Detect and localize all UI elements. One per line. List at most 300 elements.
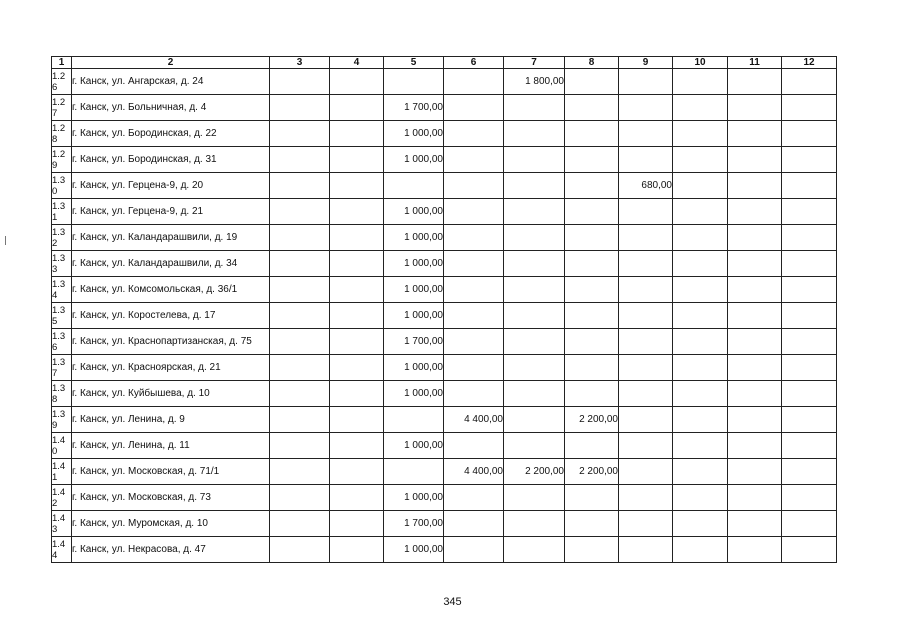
value-cell-col4 bbox=[330, 225, 384, 251]
value-cell-col3 bbox=[270, 511, 330, 537]
value-cell-col10 bbox=[673, 225, 728, 251]
value-cell-col12 bbox=[782, 121, 837, 147]
row-number-part1: 1.3 bbox=[52, 356, 66, 368]
address-cell: г. Канск, ул. Ангарская, д. 24 bbox=[72, 69, 270, 95]
value-cell-col3 bbox=[270, 381, 330, 407]
value-cell-col3 bbox=[270, 95, 330, 121]
data-table bbox=[51, 56, 837, 563]
value-cell-col5: 1 000,00 bbox=[384, 485, 444, 511]
table-row bbox=[52, 225, 837, 251]
table-row bbox=[52, 355, 837, 381]
row-number bbox=[52, 511, 72, 537]
row-number bbox=[52, 251, 72, 277]
value-cell-col9 bbox=[619, 95, 673, 121]
value-cell-col11 bbox=[728, 121, 782, 147]
value-cell-col8 bbox=[565, 355, 619, 381]
table-row bbox=[52, 147, 837, 173]
row-number-part1: 1.3 bbox=[52, 408, 66, 420]
value-cell-col8 bbox=[565, 121, 619, 147]
value-cell-col5: 1 000,00 bbox=[384, 303, 444, 329]
table-row bbox=[52, 537, 837, 563]
value-cell-col6 bbox=[444, 173, 504, 199]
value-cell-col6: 4 400,00 bbox=[444, 459, 504, 485]
value-cell-col9 bbox=[619, 329, 673, 355]
value-cell-col11 bbox=[728, 303, 782, 329]
value-cell-col12 bbox=[782, 355, 837, 381]
row-number-part2: 2 bbox=[52, 237, 58, 249]
row-number-part2: 8 bbox=[52, 133, 58, 145]
value-cell-col8 bbox=[565, 95, 619, 121]
value-cell-col10 bbox=[673, 433, 728, 459]
column-header-10: 10 bbox=[673, 57, 728, 69]
row-number-part2: 1 bbox=[52, 211, 58, 223]
value-cell-col8 bbox=[565, 381, 619, 407]
value-cell-col12 bbox=[782, 303, 837, 329]
column-header-1: 1 bbox=[52, 57, 72, 69]
value-cell-col11 bbox=[728, 173, 782, 199]
table-row bbox=[52, 459, 837, 485]
row-number-part2: 1 bbox=[52, 471, 58, 483]
value-cell-col10 bbox=[673, 381, 728, 407]
value-cell-col10 bbox=[673, 173, 728, 199]
value-cell-col10 bbox=[673, 95, 728, 121]
value-cell-col7 bbox=[504, 303, 565, 329]
value-cell-col3 bbox=[270, 199, 330, 225]
value-cell-col7 bbox=[504, 537, 565, 563]
row-number-part2: 8 bbox=[52, 393, 58, 405]
address-cell: г. Канск, ул. Каландарашвили, д. 34 bbox=[72, 251, 270, 277]
value-cell-col7 bbox=[504, 225, 565, 251]
column-header-6: 6 bbox=[444, 57, 504, 69]
value-cell-col8 bbox=[565, 277, 619, 303]
table-row bbox=[52, 329, 837, 355]
value-cell-col7 bbox=[504, 277, 565, 303]
value-cell-col8 bbox=[565, 69, 619, 95]
value-cell-col10 bbox=[673, 251, 728, 277]
value-cell-col3 bbox=[270, 537, 330, 563]
row-number bbox=[52, 95, 72, 121]
value-cell-col8 bbox=[565, 199, 619, 225]
value-cell-col4 bbox=[330, 511, 384, 537]
value-cell-col6 bbox=[444, 69, 504, 95]
row-number-part2: 6 bbox=[52, 81, 58, 93]
value-cell-col4 bbox=[330, 199, 384, 225]
value-cell-col6 bbox=[444, 277, 504, 303]
address-cell: г. Канск, ул. Московская, д. 71/1 bbox=[72, 459, 270, 485]
value-cell-col5: 1 000,00 bbox=[384, 121, 444, 147]
value-cell-col10 bbox=[673, 537, 728, 563]
value-cell-col8 bbox=[565, 225, 619, 251]
value-cell-col4 bbox=[330, 459, 384, 485]
value-cell-col11 bbox=[728, 407, 782, 433]
value-cell-col8: 2 200,00 bbox=[565, 459, 619, 485]
value-cell-col5: 1 700,00 bbox=[384, 95, 444, 121]
scan-mark bbox=[5, 236, 6, 245]
row-number bbox=[52, 225, 72, 251]
value-cell-col10 bbox=[673, 147, 728, 173]
row-number bbox=[52, 199, 72, 225]
value-cell-col5: 1 000,00 bbox=[384, 433, 444, 459]
table-row bbox=[52, 407, 837, 433]
value-cell-col5 bbox=[384, 173, 444, 199]
value-cell-col9: 680,00 bbox=[619, 173, 673, 199]
value-cell-col12 bbox=[782, 407, 837, 433]
address-cell: г. Канск, ул. Красноярская, д. 21 bbox=[72, 355, 270, 381]
table-row bbox=[52, 251, 837, 277]
value-cell-col3 bbox=[270, 303, 330, 329]
value-cell-col7 bbox=[504, 147, 565, 173]
value-cell-col9 bbox=[619, 355, 673, 381]
value-cell-col12 bbox=[782, 225, 837, 251]
row-number-part1: 1.2 bbox=[52, 148, 66, 160]
row-number bbox=[52, 407, 72, 433]
value-cell-col11 bbox=[728, 381, 782, 407]
value-cell-col8 bbox=[565, 329, 619, 355]
value-cell-col6 bbox=[444, 537, 504, 563]
row-number bbox=[52, 537, 72, 563]
value-cell-col7 bbox=[504, 485, 565, 511]
row-number-part1: 1.3 bbox=[52, 200, 66, 212]
page-number: 345 bbox=[443, 596, 462, 608]
value-cell-col3 bbox=[270, 433, 330, 459]
value-cell-col11 bbox=[728, 199, 782, 225]
row-number bbox=[52, 433, 72, 459]
header-row bbox=[52, 57, 837, 69]
row-number bbox=[52, 381, 72, 407]
value-cell-col9 bbox=[619, 277, 673, 303]
value-cell-col7 bbox=[504, 355, 565, 381]
value-cell-col7 bbox=[504, 511, 565, 537]
value-cell-col6 bbox=[444, 329, 504, 355]
value-cell-col7: 2 200,00 bbox=[504, 459, 565, 485]
address-cell: г. Канск, ул. Куйбышева, д. 10 bbox=[72, 381, 270, 407]
row-number bbox=[52, 69, 72, 95]
value-cell-col5: 1 000,00 bbox=[384, 277, 444, 303]
value-cell-col8 bbox=[565, 303, 619, 329]
value-cell-col11 bbox=[728, 69, 782, 95]
address-cell: г. Канск, ул. Каландарашвили, д. 19 bbox=[72, 225, 270, 251]
value-cell-col4 bbox=[330, 485, 384, 511]
value-cell-col4 bbox=[330, 251, 384, 277]
value-cell-col3 bbox=[270, 173, 330, 199]
value-cell-col4 bbox=[330, 303, 384, 329]
value-cell-col4 bbox=[330, 147, 384, 173]
value-cell-col11 bbox=[728, 329, 782, 355]
column-header-11: 11 bbox=[728, 57, 782, 69]
table-row bbox=[52, 433, 837, 459]
value-cell-col4 bbox=[330, 381, 384, 407]
value-cell-col3 bbox=[270, 485, 330, 511]
address-cell: г. Канск, ул. Некрасова, д. 47 bbox=[72, 537, 270, 563]
value-cell-col6 bbox=[444, 433, 504, 459]
row-number-part1: 1.2 bbox=[52, 70, 66, 82]
value-cell-col12 bbox=[782, 277, 837, 303]
address-cell: г. Канск, ул. Ленина, д. 9 bbox=[72, 407, 270, 433]
column-header-5: 5 bbox=[384, 57, 444, 69]
table-row bbox=[52, 69, 837, 95]
value-cell-col12 bbox=[782, 147, 837, 173]
value-cell-col10 bbox=[673, 459, 728, 485]
value-cell-col6 bbox=[444, 121, 504, 147]
value-cell-col5: 1 000,00 bbox=[384, 225, 444, 251]
table-row bbox=[52, 121, 837, 147]
value-cell-col9 bbox=[619, 381, 673, 407]
row-number bbox=[52, 329, 72, 355]
value-cell-col7 bbox=[504, 381, 565, 407]
row-number-part2: 9 bbox=[52, 419, 58, 431]
row-number-part1: 1.2 bbox=[52, 122, 66, 134]
row-number-part1: 1.3 bbox=[52, 382, 66, 394]
address-cell: г. Канск, ул. Бородинская, д. 22 bbox=[72, 121, 270, 147]
value-cell-col4 bbox=[330, 407, 384, 433]
value-cell-col12 bbox=[782, 381, 837, 407]
row-number-part1: 1.3 bbox=[52, 226, 66, 238]
value-cell-col3 bbox=[270, 459, 330, 485]
table-row bbox=[52, 381, 837, 407]
value-cell-col9 bbox=[619, 199, 673, 225]
value-cell-col10 bbox=[673, 69, 728, 95]
row-number-part2: 7 bbox=[52, 367, 58, 379]
table-row bbox=[52, 303, 837, 329]
value-cell-col9 bbox=[619, 433, 673, 459]
value-cell-col10 bbox=[673, 355, 728, 381]
address-cell: г. Канск, ул. Муромская, д. 10 bbox=[72, 511, 270, 537]
row-number bbox=[52, 355, 72, 381]
value-cell-col6 bbox=[444, 251, 504, 277]
value-cell-col11 bbox=[728, 355, 782, 381]
value-cell-col5 bbox=[384, 69, 444, 95]
value-cell-col3 bbox=[270, 277, 330, 303]
value-cell-col4 bbox=[330, 537, 384, 563]
value-cell-col7 bbox=[504, 407, 565, 433]
row-number-part1: 1.4 bbox=[52, 434, 66, 446]
value-cell-col5: 1 700,00 bbox=[384, 329, 444, 355]
value-cell-col11 bbox=[728, 225, 782, 251]
row-number-part2: 3 bbox=[52, 263, 58, 275]
value-cell-col12 bbox=[782, 329, 837, 355]
value-cell-col8 bbox=[565, 173, 619, 199]
row-number bbox=[52, 303, 72, 329]
value-cell-col7 bbox=[504, 173, 565, 199]
address-cell: г. Канск, ул. Московская, д. 73 bbox=[72, 485, 270, 511]
column-header-8: 8 bbox=[565, 57, 619, 69]
row-number bbox=[52, 485, 72, 511]
value-cell-col4 bbox=[330, 329, 384, 355]
row-number-part2: 0 bbox=[52, 445, 58, 457]
value-cell-col3 bbox=[270, 121, 330, 147]
value-cell-col12 bbox=[782, 173, 837, 199]
value-cell-col5: 1 000,00 bbox=[384, 147, 444, 173]
value-cell-col5: 1 000,00 bbox=[384, 537, 444, 563]
value-cell-col4 bbox=[330, 355, 384, 381]
value-cell-col4 bbox=[330, 173, 384, 199]
row-number-part1: 1.4 bbox=[52, 512, 66, 524]
row-number-part2: 4 bbox=[52, 549, 58, 561]
value-cell-col8 bbox=[565, 433, 619, 459]
address-cell: г. Канск, ул. Герцена-9, д. 20 bbox=[72, 173, 270, 199]
address-cell: г. Канск, ул. Комсомольская, д. 36/1 bbox=[72, 277, 270, 303]
value-cell-col12 bbox=[782, 95, 837, 121]
value-cell-col5 bbox=[384, 407, 444, 433]
value-cell-col10 bbox=[673, 485, 728, 511]
address-cell: г. Канск, ул. Больничная, д. 4 bbox=[72, 95, 270, 121]
row-number-part2: 9 bbox=[52, 159, 58, 171]
value-cell-col10 bbox=[673, 199, 728, 225]
value-cell-col11 bbox=[728, 95, 782, 121]
value-cell-col8 bbox=[565, 251, 619, 277]
row-number bbox=[52, 459, 72, 485]
value-cell-col4 bbox=[330, 277, 384, 303]
row-number-part2: 3 bbox=[52, 523, 58, 535]
value-cell-col9 bbox=[619, 147, 673, 173]
value-cell-col9 bbox=[619, 69, 673, 95]
value-cell-col6 bbox=[444, 95, 504, 121]
value-cell-col6 bbox=[444, 355, 504, 381]
row-number-part1: 1.3 bbox=[52, 330, 66, 342]
column-header-4: 4 bbox=[330, 57, 384, 69]
table-row bbox=[52, 511, 837, 537]
value-cell-col6 bbox=[444, 199, 504, 225]
value-cell-col3 bbox=[270, 147, 330, 173]
column-header-9: 9 bbox=[619, 57, 673, 69]
column-header-12: 12 bbox=[782, 57, 837, 69]
value-cell-col12 bbox=[782, 251, 837, 277]
value-cell-col7 bbox=[504, 329, 565, 355]
table-row bbox=[52, 199, 837, 225]
row-number bbox=[52, 277, 72, 303]
value-cell-col10 bbox=[673, 303, 728, 329]
row-number-part2: 7 bbox=[52, 107, 58, 119]
value-cell-col9 bbox=[619, 303, 673, 329]
value-cell-col6 bbox=[444, 225, 504, 251]
row-number-part1: 1.4 bbox=[52, 460, 66, 472]
value-cell-col7: 1 800,00 bbox=[504, 69, 565, 95]
value-cell-col6 bbox=[444, 303, 504, 329]
value-cell-col11 bbox=[728, 147, 782, 173]
value-cell-col12 bbox=[782, 511, 837, 537]
address-cell: г. Канск, ул. Ленина, д. 11 bbox=[72, 433, 270, 459]
value-cell-col3 bbox=[270, 407, 330, 433]
row-number-part1: 1.3 bbox=[52, 278, 66, 290]
value-cell-col8: 2 200,00 bbox=[565, 407, 619, 433]
value-cell-col3 bbox=[270, 69, 330, 95]
value-cell-col12 bbox=[782, 459, 837, 485]
row-number-part2: 0 bbox=[52, 185, 58, 197]
address-cell: г. Канск, ул. Герцена-9, д. 21 bbox=[72, 199, 270, 225]
value-cell-col9 bbox=[619, 537, 673, 563]
address-cell: г. Канск, ул. Коростелева, д. 17 bbox=[72, 303, 270, 329]
value-cell-col5: 1 000,00 bbox=[384, 381, 444, 407]
value-cell-col7 bbox=[504, 251, 565, 277]
value-cell-col6 bbox=[444, 511, 504, 537]
row-number-part2: 4 bbox=[52, 289, 58, 301]
row-number bbox=[52, 147, 72, 173]
value-cell-col6 bbox=[444, 147, 504, 173]
value-cell-col6 bbox=[444, 381, 504, 407]
row-number-part2: 5 bbox=[52, 315, 58, 327]
value-cell-col12 bbox=[782, 69, 837, 95]
value-cell-col8 bbox=[565, 147, 619, 173]
value-cell-col9 bbox=[619, 251, 673, 277]
value-cell-col11 bbox=[728, 459, 782, 485]
value-cell-col11 bbox=[728, 537, 782, 563]
value-cell-col3 bbox=[270, 251, 330, 277]
value-cell-col12 bbox=[782, 199, 837, 225]
value-cell-col9 bbox=[619, 511, 673, 537]
value-cell-col3 bbox=[270, 225, 330, 251]
value-cell-col9 bbox=[619, 225, 673, 251]
value-cell-col9 bbox=[619, 121, 673, 147]
value-cell-col5 bbox=[384, 459, 444, 485]
value-cell-col7 bbox=[504, 121, 565, 147]
value-cell-col5: 1 000,00 bbox=[384, 251, 444, 277]
value-cell-col6: 4 400,00 bbox=[444, 407, 504, 433]
value-cell-col8 bbox=[565, 511, 619, 537]
row-number-part1: 1.3 bbox=[52, 252, 66, 264]
value-cell-col4 bbox=[330, 433, 384, 459]
row-number-part1: 1.3 bbox=[52, 304, 66, 316]
value-cell-col8 bbox=[565, 485, 619, 511]
value-cell-col4 bbox=[330, 121, 384, 147]
value-cell-col7 bbox=[504, 433, 565, 459]
value-cell-col11 bbox=[728, 433, 782, 459]
value-cell-col3 bbox=[270, 355, 330, 381]
column-header-2: 2 bbox=[72, 57, 270, 69]
row-number bbox=[52, 173, 72, 199]
value-cell-col10 bbox=[673, 511, 728, 537]
row-number-part1: 1.2 bbox=[52, 96, 66, 108]
row-number-part2: 6 bbox=[52, 341, 58, 353]
value-cell-col11 bbox=[728, 485, 782, 511]
value-cell-col9 bbox=[619, 485, 673, 511]
value-cell-col9 bbox=[619, 459, 673, 485]
value-cell-col11 bbox=[728, 511, 782, 537]
value-cell-col12 bbox=[782, 537, 837, 563]
value-cell-col3 bbox=[270, 329, 330, 355]
value-cell-col4 bbox=[330, 95, 384, 121]
row-number-part1: 1.3 bbox=[52, 174, 66, 186]
value-cell-col4 bbox=[330, 69, 384, 95]
value-cell-col8 bbox=[565, 537, 619, 563]
table-row bbox=[52, 95, 837, 121]
value-cell-col12 bbox=[782, 485, 837, 511]
value-cell-col5: 1 700,00 bbox=[384, 511, 444, 537]
value-cell-col7 bbox=[504, 199, 565, 225]
value-cell-col7 bbox=[504, 95, 565, 121]
table-row bbox=[52, 173, 837, 199]
row-number-part2: 2 bbox=[52, 497, 58, 509]
row-number-part1: 1.4 bbox=[52, 486, 66, 498]
value-cell-col5: 1 000,00 bbox=[384, 199, 444, 225]
value-cell-col12 bbox=[782, 433, 837, 459]
row-number-part1: 1.4 bbox=[52, 538, 66, 550]
column-header-7: 7 bbox=[504, 57, 565, 69]
value-cell-col10 bbox=[673, 277, 728, 303]
value-cell-col10 bbox=[673, 407, 728, 433]
value-cell-col10 bbox=[673, 121, 728, 147]
table-row bbox=[52, 485, 837, 511]
column-header-3: 3 bbox=[270, 57, 330, 69]
value-cell-col11 bbox=[728, 277, 782, 303]
address-cell: г. Канск, ул. Бородинская, д. 31 bbox=[72, 147, 270, 173]
table-row bbox=[52, 277, 837, 303]
value-cell-col9 bbox=[619, 407, 673, 433]
value-cell-col11 bbox=[728, 251, 782, 277]
address-cell: г. Канск, ул. Краснопартизанская, д. 75 bbox=[72, 329, 270, 355]
value-cell-col10 bbox=[673, 329, 728, 355]
value-cell-col5: 1 000,00 bbox=[384, 355, 444, 381]
value-cell-col6 bbox=[444, 485, 504, 511]
